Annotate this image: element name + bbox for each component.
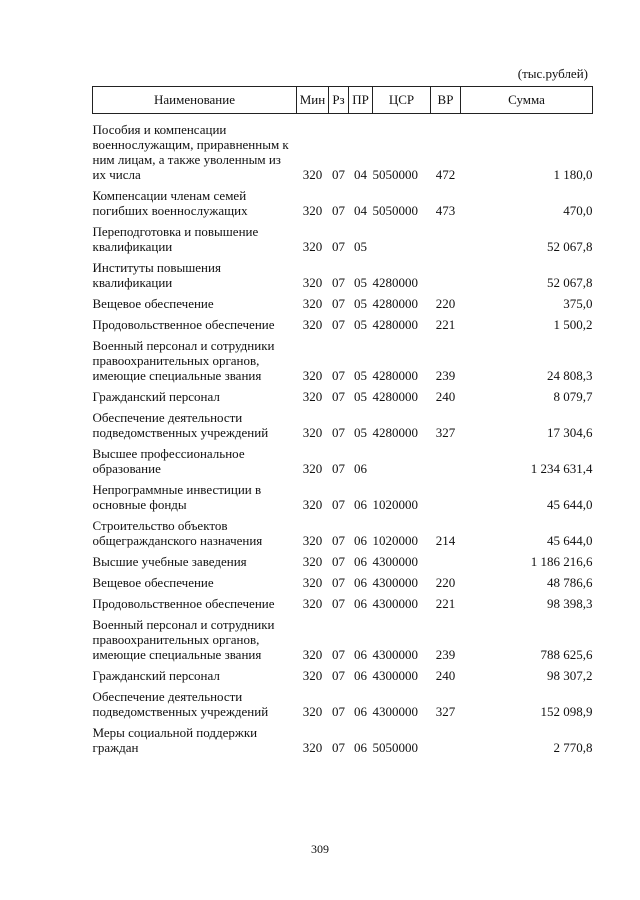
cell-vr: 327 (435, 425, 456, 440)
cell-min: 320 (302, 389, 323, 404)
cell-csr: 5050000 (372, 167, 418, 182)
cell-pr: 06 (354, 704, 367, 719)
cell-min: 320 (302, 668, 323, 683)
cell-csr: 4280000 (372, 275, 418, 290)
cell-name: Гражданский персонал (92, 668, 220, 683)
cell-min: 320 (302, 239, 323, 254)
cell-name: Высшие учебные заведения (92, 554, 247, 569)
cell-rz: 07 (332, 497, 345, 512)
table-row (93, 383, 593, 404)
cell-name: Военный персонал и сотрудники правоохранительных органов, имеющие специальные звания (92, 617, 275, 662)
cell-sum: 98 307,2 (547, 668, 593, 683)
table-row (93, 611, 593, 662)
cell-csr: 1020000 (372, 497, 418, 512)
cell-rz: 07 (332, 203, 345, 218)
table-header-row (93, 87, 593, 114)
cell-name: Вещевое обеспечение (92, 296, 214, 311)
cell-vr (431, 254, 461, 290)
cell-name: Гражданский персонал (92, 389, 220, 404)
cell-csr: 5050000 (372, 203, 418, 218)
cell-min: 320 (302, 425, 323, 440)
cell-min: 320 (302, 740, 323, 755)
cell-sum: 8 079,7 (553, 389, 593, 404)
cell-sum: 375,0 (563, 296, 593, 311)
cell-sum: 470,0 (563, 203, 593, 218)
cell-pr: 05 (354, 317, 367, 332)
cell-min: 320 (302, 704, 323, 719)
cell-rz: 07 (332, 317, 345, 332)
cell-min: 320 (302, 368, 323, 383)
cell-rz: 07 (332, 575, 345, 590)
table-row (93, 662, 593, 683)
cell-rz: 07 (332, 596, 345, 611)
cell-vr (431, 218, 461, 254)
cell-rz: 07 (332, 533, 345, 548)
table-row (93, 311, 593, 332)
cell-pr: 04 (354, 167, 367, 182)
cell-name: Высшее профессиональное образование (92, 446, 245, 476)
cell-rz: 07 (332, 275, 345, 290)
cell-min: 320 (302, 461, 323, 476)
cell-vr (431, 476, 461, 512)
cell-csr: 4280000 (372, 317, 418, 332)
cell-name: Переподготовка и повышение квалификации (92, 224, 259, 254)
cell-rz: 07 (332, 668, 345, 683)
cell-rz: 07 (332, 704, 345, 719)
cell-name: Военный персонал и сотрудники правоохранительных органов, имеющие специальные звания (92, 338, 275, 383)
cell-pr: 06 (354, 596, 367, 611)
cell-rz: 07 (332, 239, 345, 254)
cell-min: 320 (302, 275, 323, 290)
table-row (93, 590, 593, 611)
cell-vr: 240 (435, 389, 456, 404)
cell-sum: 17 304,6 (547, 425, 593, 440)
cell-min: 320 (302, 317, 323, 332)
cell-name: Компенсации членам семей погибших военнослужащих (92, 188, 248, 218)
cell-min: 320 (302, 647, 323, 662)
cell-pr: 06 (354, 461, 367, 476)
cell-vr: 327 (435, 704, 456, 719)
cell-vr: 221 (435, 317, 456, 332)
cell-min: 320 (302, 554, 323, 569)
cell-pr: 05 (354, 239, 367, 254)
budget-table (92, 86, 593, 755)
cell-vr: 239 (435, 647, 456, 662)
cell-pr: 06 (354, 668, 367, 683)
table-row (93, 114, 593, 183)
cell-sum: 45 644,0 (547, 497, 593, 512)
cell-sum: 48 786,6 (547, 575, 593, 590)
table-row (93, 218, 593, 254)
cell-vr (431, 548, 461, 569)
cell-sum: 98 398,3 (547, 596, 593, 611)
cell-min: 320 (302, 497, 323, 512)
cell-pr: 06 (354, 533, 367, 548)
cell-pr: 05 (354, 296, 367, 311)
cell-min: 320 (302, 575, 323, 590)
table-body (93, 114, 593, 756)
cell-pr: 05 (354, 275, 367, 290)
header-name: Наименование (93, 87, 297, 114)
cell-name: Институты повышения квалификации (92, 260, 221, 290)
cell-csr: 4280000 (372, 389, 418, 404)
cell-vr (431, 719, 461, 755)
cell-min: 320 (302, 596, 323, 611)
cell-name: Вещевое обеспечение (92, 575, 214, 590)
cell-pr: 06 (354, 647, 367, 662)
cell-rz: 07 (332, 425, 345, 440)
cell-csr: 4300000 (372, 554, 418, 569)
table-row (93, 332, 593, 383)
cell-csr: 4280000 (372, 296, 418, 311)
cell-name: Пособия и компенсации военнослужащим, приравненным к ним лицам, а также уволенным из их числа (92, 122, 289, 182)
cell-csr: 4280000 (372, 368, 418, 383)
table-row (93, 569, 593, 590)
cell-csr: 5050000 (372, 740, 418, 755)
cell-csr: 1020000 (372, 533, 418, 548)
cell-sum: 45 644,0 (547, 533, 593, 548)
cell-rz: 07 (332, 296, 345, 311)
cell-pr: 06 (354, 740, 367, 755)
cell-pr: 05 (354, 425, 367, 440)
cell-rz: 07 (332, 368, 345, 383)
cell-min: 320 (302, 167, 323, 182)
header-min: Мин (297, 87, 329, 114)
cell-rz: 07 (332, 167, 345, 182)
cell-vr: 472 (435, 167, 456, 182)
table-row (93, 476, 593, 512)
cell-vr: 239 (435, 368, 456, 383)
cell-sum: 52 067,8 (547, 239, 593, 254)
cell-pr: 06 (354, 575, 367, 590)
cell-name: Обеспечение деятельности подведомственных учреждений (92, 689, 269, 719)
header-pr: ПР (349, 87, 373, 114)
cell-name: Продовольственное обеспечение (92, 596, 275, 611)
table-row (93, 404, 593, 440)
cell-sum: 2 770,8 (553, 740, 593, 755)
header-csr: ЦСР (373, 87, 431, 114)
cell-name: Продовольственное обеспечение (92, 317, 275, 332)
cell-pr: 05 (354, 389, 367, 404)
table-row (93, 182, 593, 218)
cell-rz: 07 (332, 554, 345, 569)
cell-pr: 06 (354, 554, 367, 569)
cell-vr: 240 (435, 668, 456, 683)
header-vr: ВР (431, 87, 461, 114)
cell-vr (431, 440, 461, 476)
cell-csr (373, 218, 431, 254)
table-row (93, 512, 593, 548)
page-number: 309 (311, 842, 329, 856)
cell-pr: 04 (354, 203, 367, 218)
cell-min: 320 (302, 203, 323, 218)
cell-csr (373, 440, 431, 476)
cell-rz: 07 (332, 461, 345, 476)
cell-csr: 4280000 (372, 425, 418, 440)
cell-vr: 473 (435, 203, 456, 218)
cell-sum: 1 234 631,4 (530, 461, 593, 476)
cell-rz: 07 (332, 389, 345, 404)
cell-sum: 52 067,8 (547, 275, 593, 290)
cell-vr: 221 (435, 596, 456, 611)
cell-csr: 4300000 (372, 575, 418, 590)
cell-sum: 152 098,9 (540, 704, 593, 719)
cell-sum: 1 500,2 (553, 317, 593, 332)
cell-min: 320 (302, 533, 323, 548)
cell-pr: 05 (354, 368, 367, 383)
cell-sum: 788 625,6 (540, 647, 593, 662)
table-row (93, 548, 593, 569)
cell-name: Непрограммные инвестиции в основные фонды (92, 482, 262, 512)
cell-csr: 4300000 (372, 668, 418, 683)
cell-vr: 214 (435, 533, 456, 548)
header-rz: Рз (329, 87, 349, 114)
cell-rz: 07 (332, 647, 345, 662)
units-label: (тыс.рублей) (517, 66, 588, 81)
cell-csr: 4300000 (372, 596, 418, 611)
cell-vr: 220 (435, 575, 456, 590)
table-row (93, 719, 593, 755)
cell-rz: 07 (332, 740, 345, 755)
cell-vr: 220 (435, 296, 456, 311)
cell-sum: 1 186 216,6 (530, 554, 593, 569)
table-row (93, 254, 593, 290)
header-sum: Сумма (461, 87, 593, 114)
cell-name: Строительство объектов общегражданского назначения (92, 518, 263, 548)
cell-sum: 1 180,0 (553, 167, 593, 182)
cell-name: Обеспечение деятельности подведомственных учреждений (92, 410, 269, 440)
cell-csr: 4300000 (372, 704, 418, 719)
cell-csr: 4300000 (372, 647, 418, 662)
cell-pr: 06 (354, 497, 367, 512)
table-row (93, 683, 593, 719)
cell-name: Меры социальной поддержки граждан (92, 725, 258, 755)
cell-sum: 24 808,3 (547, 368, 593, 383)
table-row (93, 440, 593, 476)
cell-min: 320 (302, 296, 323, 311)
table-row (93, 290, 593, 311)
